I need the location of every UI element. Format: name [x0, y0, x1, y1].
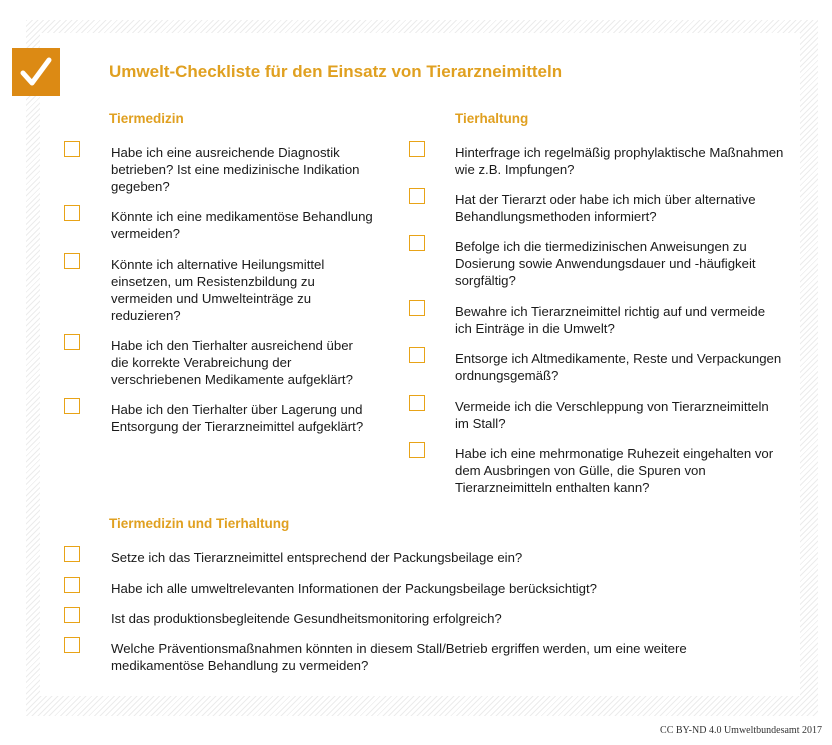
right-column-heading: Tierhaltung — [455, 111, 529, 126]
checkbox[interactable] — [409, 395, 425, 411]
checklist-item-text: Befolge ich die tiermedizinischen Anweisungen zu Dosierung sowie Anwendungsdauer und -häufigkeit sorgfältig? — [455, 239, 756, 288]
checklist-item-text: Ist das produktionsbegleitende Gesundheitsmonitoring erfolgreich? — [111, 611, 502, 626]
checklist-item — [409, 445, 785, 496]
checklist-item — [64, 208, 373, 242]
checklist-item-text: Setze ich das Tierarzneimittel entsprechend der Packungsbeilage ein? — [111, 550, 523, 565]
checkbox[interactable] — [409, 347, 425, 363]
checklist-item — [64, 337, 373, 388]
checklist-item-text: Hinterfrage ich regelmäßig prophylaktische Maßnahmen wie z.B. Impfungen? — [455, 145, 784, 177]
checklist-item-text: Habe ich den Tierhalter ausreichend über die korrekte Verabreichung der verschriebenen Medikamente aufgeklärt? — [111, 338, 353, 387]
checklist-item — [64, 640, 731, 674]
checklist-item-text: Bewahre ich Tierarzneimittel richtig auf und vermeide ich Einträge in die Umwelt? — [455, 304, 766, 336]
checkbox[interactable] — [64, 577, 80, 593]
checkbox[interactable] — [409, 442, 425, 458]
checklist-item — [64, 580, 731, 597]
checklist-item-text: Habe ich eine mehrmonatige Ruhezeit eingehalten vor dem Ausbringen von Gülle, die Spuren von Tierarzneimitteln enthalten kann? — [455, 446, 774, 495]
checklist-item — [64, 144, 373, 195]
checkmark-icon — [19, 55, 53, 89]
checklist-item — [409, 350, 785, 384]
checklist-item — [409, 144, 785, 178]
checklist-item-text: Welche Präventionsmaßnahmen könnten in diesem Stall/Betrieb ergriffen werden, um eine weitere medikamentöse Behandlung zu vermeiden? — [111, 641, 687, 673]
checklist-item-text: Vermeide ich die Verschleppung von Tierarzneimitteln im Stall? — [455, 399, 769, 431]
checkbox[interactable] — [409, 235, 425, 251]
checklist-item-text: Könnte ich eine medikamentöse Behandlung vermeiden? — [111, 209, 373, 241]
checklist-item-text: Könnte ich alternative Heilungsmittel einsetzen, um Resistenzbildung zu vermeiden und Umwelteinträge zu reduzieren? — [111, 257, 325, 323]
checklist-item — [409, 238, 785, 289]
checklist-item — [64, 401, 373, 435]
checklist-item — [64, 610, 731, 627]
checkmark-badge — [12, 48, 60, 96]
checklist-item-text: Habe ich alle umweltrelevanten Informationen der Packungsbeilage berücksichtigt? — [111, 581, 598, 596]
page-title: Umwelt-Checkliste für den Einsatz von Tierarzneimitteln — [109, 62, 563, 81]
checkbox[interactable] — [64, 637, 80, 653]
bottom-section-heading: Tiermedizin und Tierhaltung — [109, 516, 290, 531]
checkbox[interactable] — [409, 300, 425, 316]
checklist-item — [409, 303, 785, 337]
checklist-item-text: Habe ich den Tierhalter über Lagerung und Entsorgung der Tierarzneimittel aufgeklärt? — [111, 402, 364, 434]
checklist-item — [64, 549, 731, 566]
checkbox[interactable] — [64, 607, 80, 623]
checklist-item-text: Hat der Tierarzt oder habe ich mich über alternative Behandlungsmethoden informiert? — [455, 192, 756, 224]
checklist-item — [409, 191, 785, 225]
checklist-item — [64, 256, 373, 324]
checkbox[interactable] — [64, 253, 80, 269]
checkbox[interactable] — [409, 188, 425, 204]
checkbox[interactable] — [409, 141, 425, 157]
checkbox[interactable] — [64, 205, 80, 221]
left-column-heading: Tiermedizin — [109, 111, 184, 126]
checklist-item — [409, 398, 785, 432]
checklist-item-text: Habe ich eine ausreichende Diagnostik betrieben? Ist eine medizinische Indikation gegeben? — [111, 145, 360, 194]
checkbox[interactable] — [64, 398, 80, 414]
checklist-item-text: Entsorge ich Altmedikamente, Reste und Verpackungen ordnungsgemäß? — [455, 351, 782, 383]
checkbox[interactable] — [64, 141, 80, 157]
copyright-footer: CC BY-ND 4.0 Umweltbundesamt 2017 — [660, 725, 822, 736]
checkbox[interactable] — [64, 334, 80, 350]
checkbox[interactable] — [64, 546, 80, 562]
